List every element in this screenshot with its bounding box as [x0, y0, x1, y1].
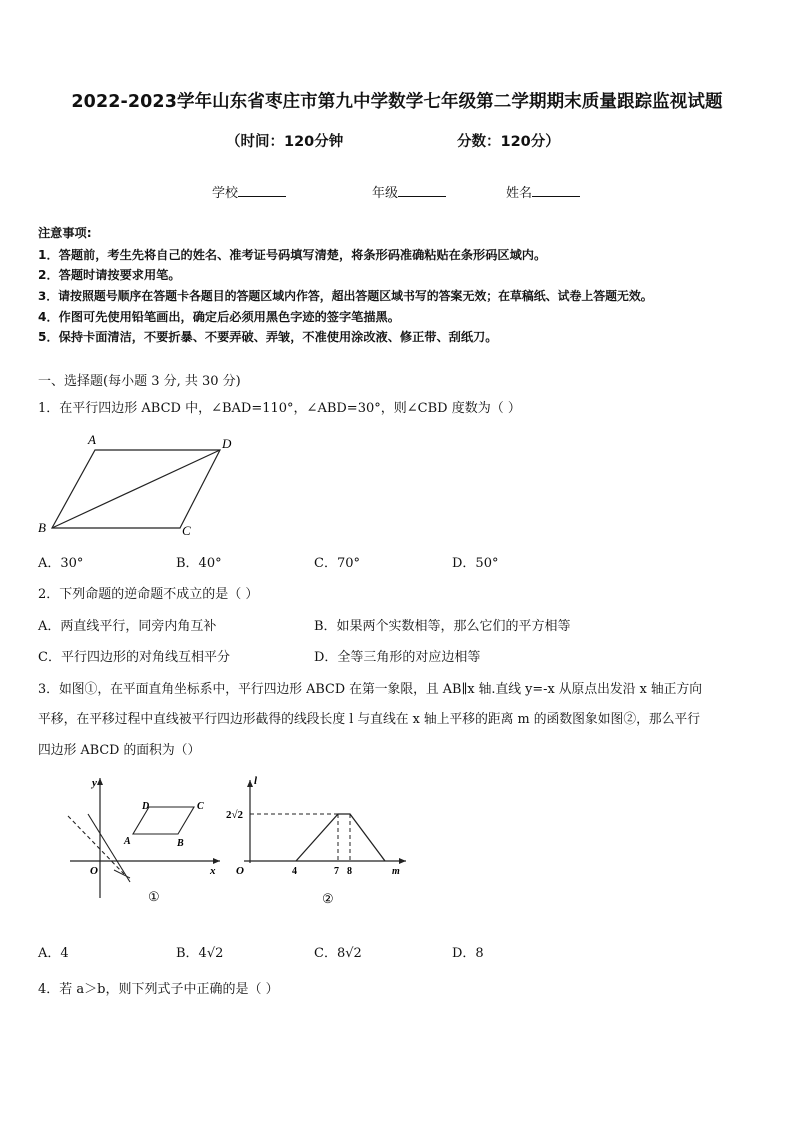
label-c: C: [197, 801, 204, 812]
q3-option-d[interactable]: D．8: [452, 946, 484, 961]
l-axis-label: l: [254, 775, 258, 787]
note-item: 3．请按照题号顺序在答题卡各题目的答题区域内作答，超出答题区域书写的答案无效；在草稿纸、试卷上答题无效。: [38, 289, 653, 303]
school-blank[interactable]: [238, 184, 286, 197]
exam-time: （时间：120分钟: [226, 134, 344, 150]
q4-stem: 4．若 a＞b，则下列式子中正确的是（ ）: [38, 982, 279, 997]
q2-option-d[interactable]: D．全等三角形的对应边相等: [314, 650, 481, 665]
label-c: C: [182, 523, 191, 538]
q3-option-c[interactable]: C．8√2: [314, 946, 362, 961]
q2-option-b[interactable]: B．如果两个实数相等，那么它们的平方相等: [314, 619, 571, 634]
label-b: B: [38, 520, 46, 535]
label-d: D: [222, 436, 232, 451]
q1-option-c[interactable]: C．70°: [314, 556, 360, 571]
origin-label: O: [90, 865, 98, 877]
note-item: 2．答题时请按要求用笔。: [38, 268, 181, 282]
exam-title: 2022-2023学年山东省枣庄市第九中学数学七年级第二学期期末质量跟踪监视试题: [71, 92, 723, 112]
name-field[interactable]: [506, 182, 580, 201]
q2-option-a[interactable]: A．两直线平行，同旁内角互补: [38, 619, 217, 634]
label-a: A: [124, 836, 131, 847]
y-axis-label: y: [92, 777, 97, 789]
notes-heading: 注意事项:: [38, 226, 92, 240]
name-label: 姓名: [506, 186, 533, 201]
q1-stem: 1．在平行四边形 ABCD 中，∠BAD=110°，∠ABD=30°，则∠CBD 度数为（ ）: [38, 401, 521, 416]
grade-blank[interactable]: [398, 184, 446, 197]
x-tick-7: 7: [334, 866, 339, 877]
m-axis-label: m: [392, 866, 400, 877]
grade-field[interactable]: [372, 182, 446, 201]
school-field[interactable]: [212, 182, 286, 201]
label-d: D: [142, 801, 150, 812]
q1-parallelogram-figure: [30, 428, 250, 540]
q1-option-a[interactable]: A．30°: [38, 556, 84, 571]
note-item: 1．答题前，考生先将自己的姓名、准考证号码填写清楚，将条形码准确粘贴在条形码区域内。: [38, 248, 547, 262]
grade-label: 年级: [372, 186, 399, 201]
q3-stem-line-3: 四边形 ABCD 的面积为（）: [38, 743, 201, 758]
school-label: 学校: [212, 186, 239, 201]
q2-option-c[interactable]: C．平行四边形的对角线互相平分: [38, 650, 230, 665]
q3-stem-line-1: 3．如图①，在平面直角坐标系中，平行四边形 ABCD 在第一象限，且 AB∥x 轴.直线 y=-x 从原点出发沿 x 轴正方向: [38, 682, 703, 697]
q3-figure-1: [60, 770, 230, 910]
x-axis-arrow: [213, 858, 220, 864]
exam-score: 分数：120分）: [457, 134, 560, 150]
label-b: B: [177, 838, 184, 849]
x-tick-4: 4: [292, 866, 297, 877]
y-axis-arrow: [97, 778, 103, 785]
section-heading: 一、选择题(每小题 3 分, 共 30 分): [38, 374, 241, 389]
q3-figure-2: [226, 770, 416, 910]
function-graph: [296, 814, 385, 861]
figure-1-caption: ①: [148, 889, 160, 904]
name-blank[interactable]: [532, 184, 580, 197]
note-item: 5．保持卡面清洁，不要折暴、不要弄破、弄皱，不准使用涂改液、修正带、刮纸刀。: [38, 330, 498, 344]
origin-label: O: [236, 865, 244, 877]
y-tick-2root2: 2√2: [226, 809, 244, 821]
q3-stem-line-2: 平移，在平移过程中直线被平行四边形截得的线段长度 l 与直线在 x 轴上平移的距离 m 的函数图象如图②，那么平行: [38, 712, 701, 727]
l-axis-arrow: [247, 780, 253, 787]
x-tick-8: 8: [347, 866, 352, 877]
figure-2-caption: ②: [322, 891, 334, 906]
q1-option-d[interactable]: D．50°: [452, 556, 499, 571]
x-axis-label: x: [210, 865, 216, 877]
q1-option-b[interactable]: B．40°: [176, 556, 222, 571]
q3-option-b[interactable]: B．4√2: [176, 946, 224, 961]
q2-stem: 2．下列命题的逆命题不成立的是（ ）: [38, 587, 259, 602]
m-axis-arrow: [399, 858, 406, 864]
label-a: A: [88, 432, 96, 447]
q3-option-a[interactable]: A．4: [38, 946, 69, 961]
note-item: 4．作图可先使用铅笔画出，确定后必须用黑色字迹的签字笔描黑。: [38, 310, 400, 324]
diagonal-bd: [52, 450, 220, 528]
